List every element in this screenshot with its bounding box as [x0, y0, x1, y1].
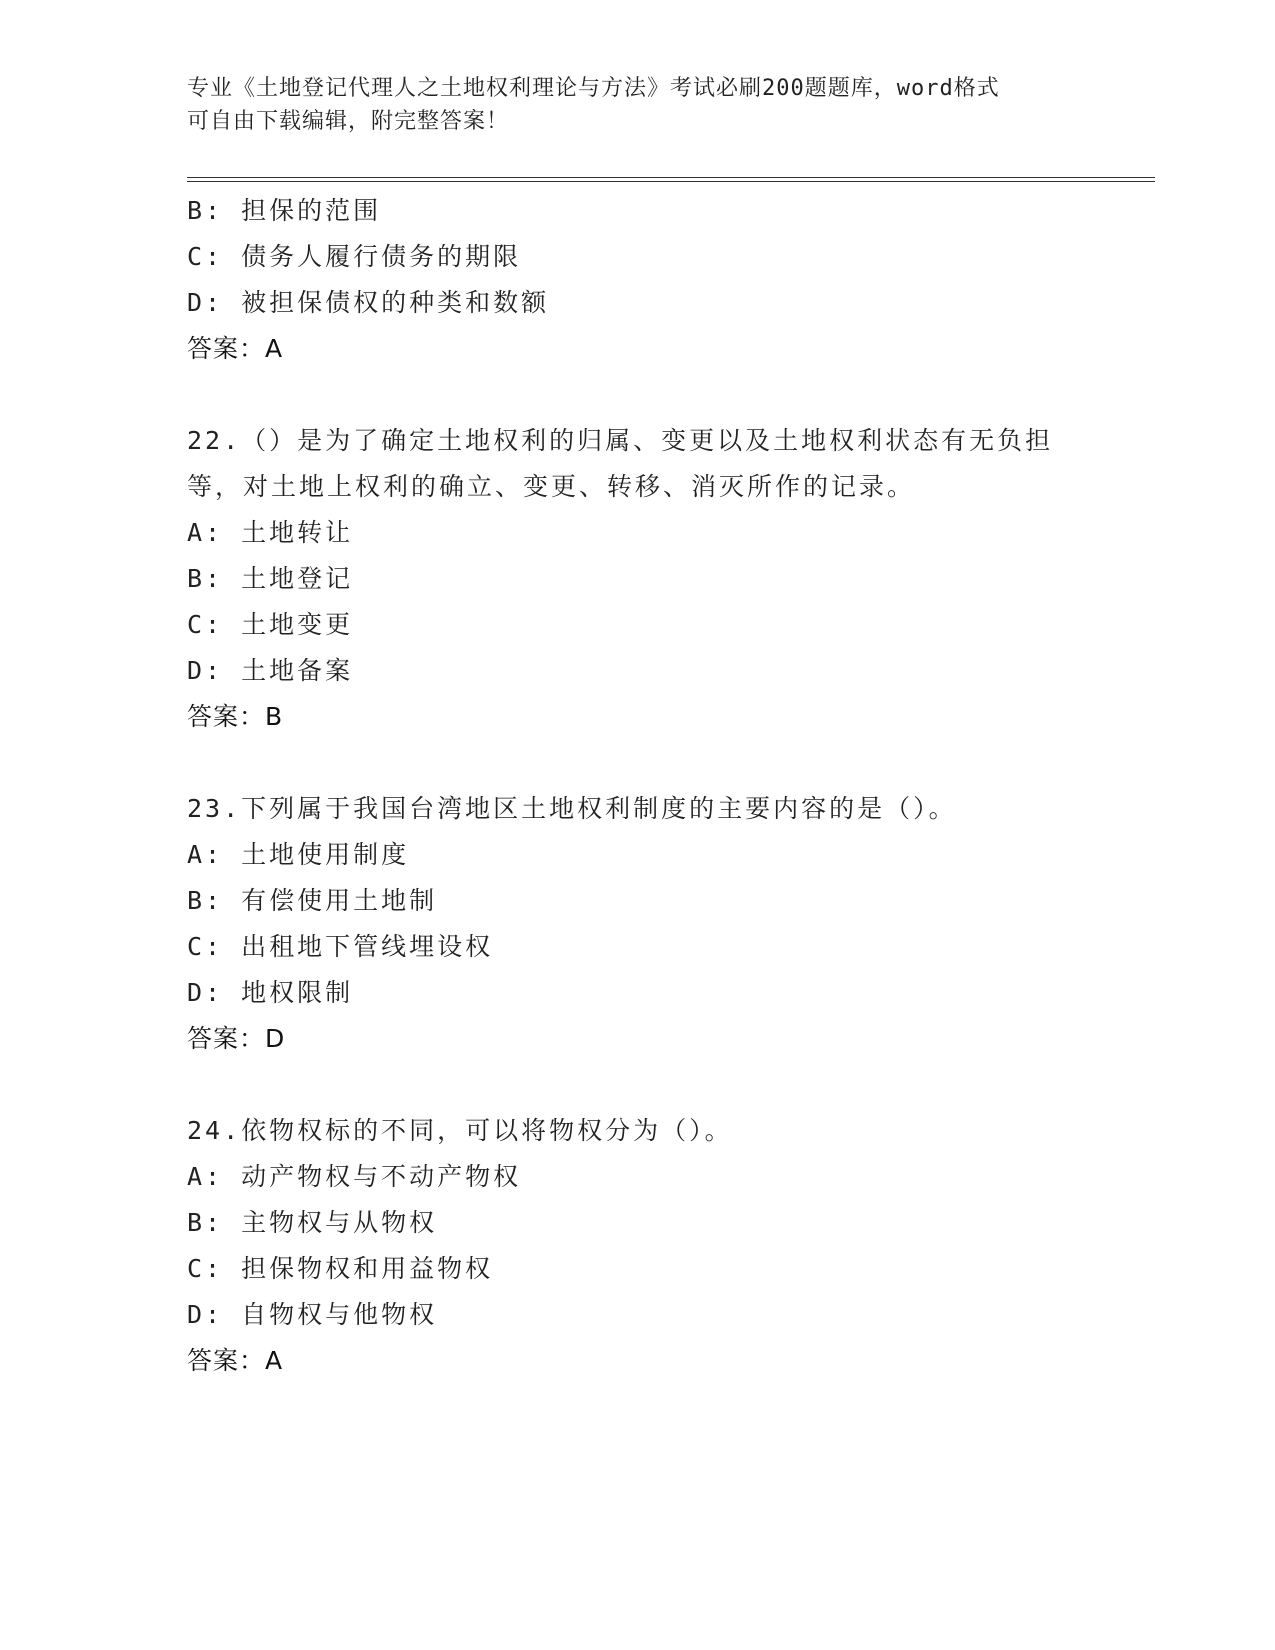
question-list — [187, 188, 1087, 1384]
answer: 答案：A — [187, 334, 284, 363]
option-a: A: 动产物权与不动产物权 — [187, 1162, 522, 1191]
option-d: D: 被担保债权的种类和数额 — [187, 288, 550, 317]
question-24 — [187, 1108, 1087, 1384]
question-stem: 23.下列属于我国台湾地区土地权利制度的主要内容的是（）。 — [187, 794, 957, 823]
question-23 — [187, 786, 1087, 1062]
document-header — [187, 72, 1087, 138]
option-a: A: 土地转让 — [187, 518, 354, 547]
header-title-line2: 可自由下载编辑，附完整答案！ — [187, 109, 510, 134]
question-22 — [187, 418, 1087, 740]
spacer — [187, 372, 1087, 418]
option-d: D: 土地备案 — [187, 656, 354, 685]
option-b: B: 担保的范围 — [187, 196, 382, 225]
option-d: D: 地权限制 — [187, 978, 354, 1007]
header-title-line1: 专业《土地登记代理人之土地权利理论与方法》考试必刷200题题库，word格式 — [187, 76, 1000, 101]
question-stem: 24.依物权标的不同，可以将物权分为（）。 — [187, 1116, 733, 1145]
spacer — [187, 740, 1087, 786]
option-c: C: 土地变更 — [187, 610, 354, 639]
option-a: A: 土地使用制度 — [187, 840, 410, 869]
question-stem-continued: 等，对土地上权利的确立、变更、转移、消灭所作的记录。 — [187, 472, 916, 501]
question-stem: 22.（）是为了确定土地权利的归属、变更以及土地权利状态有无负担 — [187, 426, 1054, 455]
option-c: C: 担保物权和用益物权 — [187, 1254, 494, 1283]
option-b: B: 土地登记 — [187, 564, 354, 593]
answer: 答案：D — [187, 1024, 286, 1053]
spacer — [187, 1062, 1087, 1108]
option-c: C: 出租地下管线埋设权 — [187, 932, 494, 961]
header-divider — [187, 177, 1155, 182]
answer: 答案：A — [187, 1346, 284, 1375]
answer: 答案：B — [187, 702, 284, 731]
option-d: D: 自物权与他物权 — [187, 1300, 438, 1329]
option-b: B: 有偿使用土地制 — [187, 886, 438, 915]
question-21-tail — [187, 188, 1087, 372]
option-c: C: 债务人履行债务的期限 — [187, 242, 522, 271]
option-b: B: 主物权与从物权 — [187, 1208, 438, 1237]
